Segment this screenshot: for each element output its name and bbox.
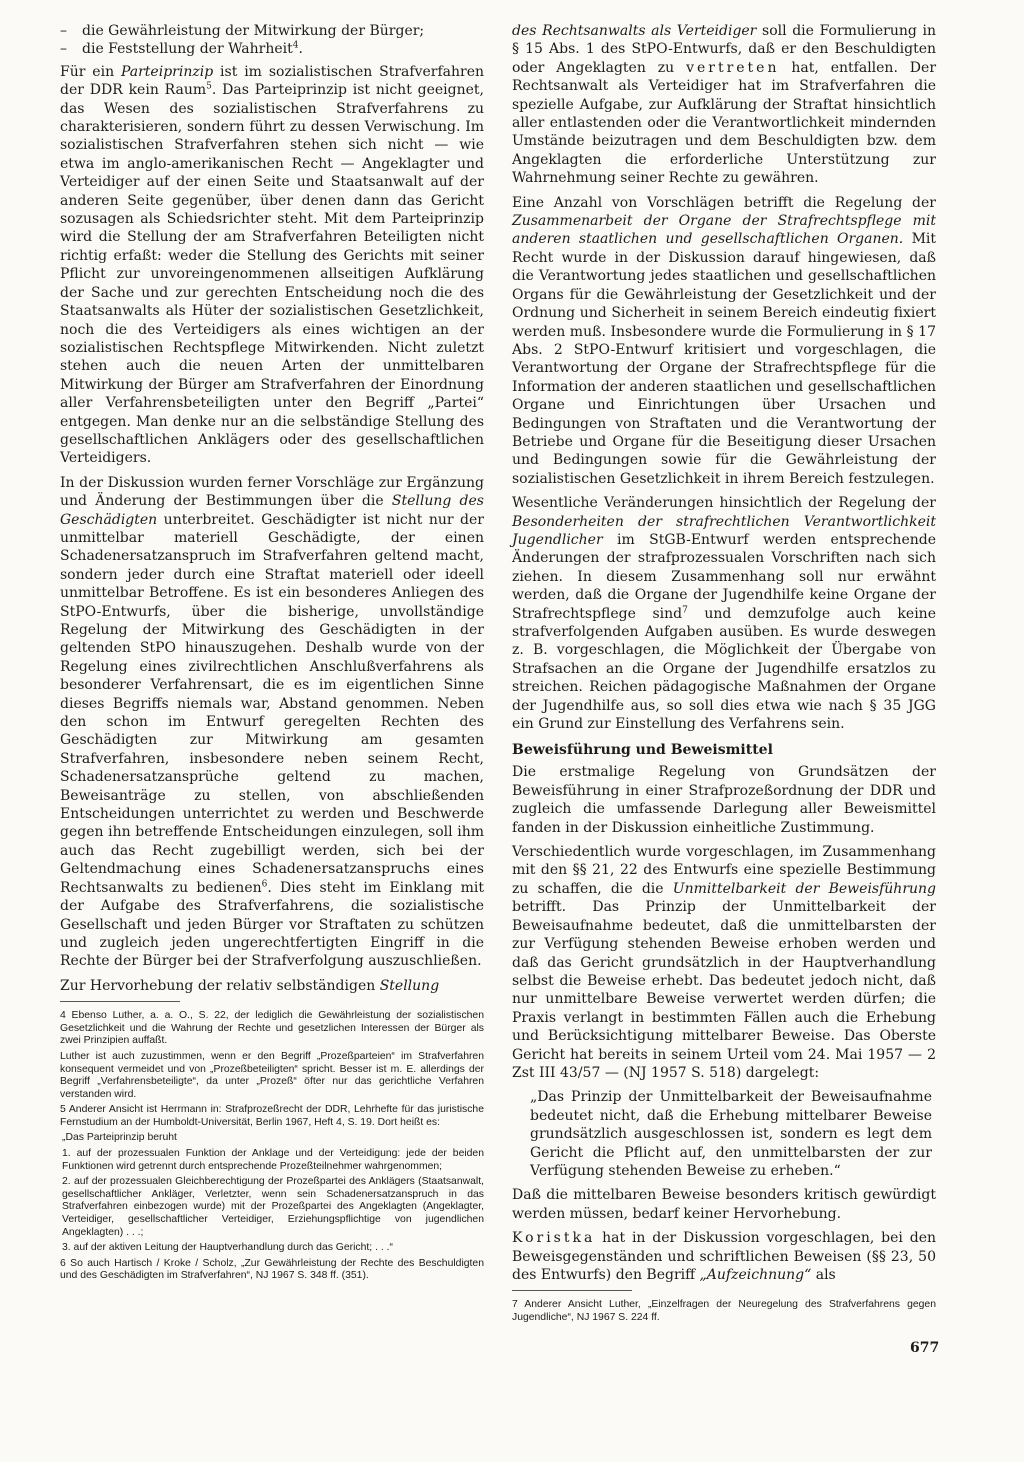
paragraph-mittelbare-beweise: Daß die mittelbaren Beweise besonders kritisch gewürdigt werden müssen, bedarf keiner Hervorhebung.: [512, 1187, 936, 1222]
right-column: [512, 22, 936, 1328]
paragraph-jugendliche: [512, 494, 936, 733]
dash-list: [60, 22, 484, 59]
paragraph-zusammenarbeit: [512, 194, 936, 489]
paragraph-koristka: [512, 1229, 936, 1284]
spaced-text: Koristka: [512, 1230, 596, 1247]
list-item-text: die Feststellung der Wahrheit: [82, 41, 293, 58]
paragraph-parteiprinzip: [60, 63, 484, 468]
text: soll die Formulierung in § 15 Abs. 1 des StPO-Entwurfs, daß er den Beschuldigten oder Angeklagten zu: [512, 23, 936, 76]
list-item-text: die Gewährleistung der Mitwirkung der Bürger;: [82, 23, 425, 39]
footnote-divider: [512, 1290, 632, 1291]
footnote-ref: 7: [682, 604, 688, 615]
emphasis: Stellung: [379, 977, 440, 994]
text: . Das Parteiprinzip ist nicht geeignet, das Wesen des sozialistischen Strafverfahrens zu charakterisieren, sondern führt zu dessen Verwischung. Im sozialistischen Strafverfahren stehen sich nicht — wie etwa im anglo-amerikanischen Recht — Angeklagter und Verteidiger auf der einen Seite und Staatsanwalt auf der anderen Seite gegenüber, über denen dann das Gericht sozusagen als Schiedsrichter steht. Mit dem Parteiprinzip wird die Stellung der am Strafverfahren Beteiligten nicht richtig erfaßt: weder die Stellung des Gerichts mit seiner Pflicht zur unvoreingenommenen allseitigen Aufklärung der Sache und zur gerechten Entscheidung noch die des Staatsanwalts als Hüter der sozialistischen Gesetzlichkeit, noch die des Verteidigers als eines wichtigen an der sozialistischen Rechtspflege Mitwirkenden. Nicht zuletzt stehen auch die neuen Arten der unmittelbaren Mitwirkung der Bürger am Strafverfahren der Einordnung aller Verfahrensbeteiligten unter den Begriff „Partei“ entgegen. Man denke nur an die selbständige Stellung des gesellschaftlichen Anklägers oder des gesellschaftlichen Verteidigers.: [60, 82, 484, 467]
footnotes-left: [60, 1010, 484, 1283]
text: betrifft. Das Prinzip der Unmittelbarkeit der Beweisaufnahme bedeutet, daß die unmittelbarsten der zur Verfügung stehenden Beweise erhoben werden und daß das Gericht grundsätzlich in der Hauptverhandlung selbst die Beweise erhebt. Das bedeutet jedoch nicht, daß nur unmittelbare Beweise verwertet werden dürfen; die Praxis verlangt in bestimmten Fällen auch die Erhebung und Berücksichtigung mittelbarer Beweise. Das Oberste Gericht hat bereits in seinem Urteil vom 24. Mai 1957 — 2 Zst III 43/57 — (NJ 1957 S. 518) dargelegt:: [512, 899, 936, 1081]
paragraph-beweisfuehrung: Die erstmalige Regelung von Grundsätzen der Beweisführung in einer Strafprozeßordnung der DDR und zugleich die umfassende Darlegung aller Beweismittel fanden in der Diskussion einheitliche Zustimmung.: [512, 764, 936, 836]
text: Mit Recht wurde in der Diskussion darauf hingewiesen, daß die Verantwortung jedes staatlichen und gesellschaftlichen Organs für die Gewährleistung der Gesetzlichkeit und der Ordnung und Sicherheit in seinem Bereich eindeutig fixiert werden muß. Insbesondere wurde die Formulierung in § 17 Abs. 2 StPO-Entwurf kritisiert und vorgeschlagen, die Verantwortung der Organe der Strafrechtspflege für die Information der anderen staatlichen und gesellschaftlichen Organe und Einrichtungen über Ursachen und Bedingungen von Straftaten und die Verantwortung der Betriebe und Organe für die Beseitigung dieser Ursachen und Bedingungen sowie für die Gewährleistung der sozialistischen Gesetzlichkeit in ihrem Bereich festzulegen.: [512, 231, 937, 487]
text: als: [811, 1267, 836, 1283]
footnote-5: 5 Anderer Ansicht ist Herrmann in: Strafprozeßrecht der DDR, Lehrhefte für das juristische Fernstudium an der Humboldt-Universität, Berlin 1967, Heft 4, S. 19. Dort heißt es:: [60, 1104, 484, 1128]
text: hat in der Diskussion vorgeschlagen, bei den Beweisgegenständen und schriftlichen Beweisen (§§ 23, 50 des Entwurfs) den Begriff: [512, 1230, 936, 1283]
emphasis: Unmittelbarkeit der Beweisführung: [672, 880, 937, 897]
paragraph-hervorhebung: [60, 977, 484, 995]
text: In der Diskussion wurden ferner Vorschläge zur Ergänzung und Änderung der Bestimmungen über die: [60, 474, 484, 510]
text: und demzufolge auch keine strafverfolgenden Aufgaben ausüben. Es wurde deswegen z. B. vorgeschlagen, die Möglichkeit der Übergabe von Strafsachen an die Organe der Jugendhilfe ersatzlos zu streichen. Reichen pädagogische Maßnahmen der Organe der Jugendhilfe aus, so soll dies etwa wie nach § 35 JGG ein Grund zur Einstellung des Verfahrens sein.: [512, 605, 936, 733]
text: unterbreitet. Geschädigter ist nicht nur der unmittelbar materiell Geschädigte, der einen Schadenersatzanspruch im Strafverfahren geltend macht, sondern jeder durch eine Straftat materiell oder ideell unmittelbar Betroffene. Es ist ein besonderes Anliegen des StPO-Entwurfs, über die bisherige, unvollständige Regelung der Mitwirkung des Geschädigten in der geltenden StPO hinauszugehen. Deshalb wurde von der Regelung eines zivilrechtlichen Anschlußverfahrens als besonderer Verfahrensart, die es im eigentlichen Sinne dieses Begriffs niemals war, Abstand genommen. Neben den schon im Entwurf geregelten Rechten des Geschädigten zur Mitwirkung am gesamten Strafverfahren, insbesondere neben seinem Recht, Schadenersatzansprüche geltend zu machen, Beweisanträge zu stellen, von abschließenden Entscheidungen unterrichtet zu werden und Beschwerde gegen ihn betreffende Entscheidungen einzulegen, soll ihm auch das Recht zugebilligt werden, sich bei der Geltendmachung eines Schadenersatzanspruchs eines Rechtsanwalts zu bedienen: [60, 511, 484, 896]
emphasis: „Aufzeichnung“: [699, 1267, 812, 1283]
footnote-5-quote: „Das Parteiprinzip beruht: [62, 1132, 177, 1144]
text: . Dies steht im Einklang mit der Aufgabe des Strafverfahrens, die sozialistische Gesellschaft und jeden Bürger vor Straftaten zu schützen und zugleich jeden ungerechtfertigten Eingriff in die Rechte der Bürger bei der Strafverfolgung auszuschließen.: [60, 879, 484, 970]
page-number: 677: [910, 1340, 940, 1356]
footnote-5-item-3: 3. auf der aktiven Leitung der Hauptverhandlung durch das Gericht; . . .“: [62, 1242, 393, 1254]
footnote-5-item-1: 1. auf der prozessualen Funktion der Anklage und der Verteidigung: jede der beiden Funktionen wird getrennt durch entsprechende Prozeßteilnehmer wahrgenommen;: [62, 1148, 484, 1172]
footnote-4-cont: Luther ist auch zuzustimmen, wenn er den Begriff „Prozeßparteien“ im Strafverfahren konsequent vermeidet und von „Prozeßbeteiligten“ spricht. Besser ist m. E. allerdings der Begriff „Verfahrensbeteiligte“, da unter „Prozeß“ öfter nur das gerichtliche Verfahren verstanden wird.: [60, 1050, 484, 1100]
text: Zur Hervorhebung der relativ selbständigen: [60, 977, 380, 994]
emphasis: Stellung des Geschädigten: [60, 493, 484, 528]
text: im StGB-Entwurf werden entsprechende Änderungen der strafprozessualen Vorschriften nach sich ziehen. In diesem Zusammenhang soll nur erwähnt werden, daß die Organe der Jugendhilfe keine Organe der Strafrechtspflege sind: [512, 531, 936, 622]
footnote-7: 7 Anderer Ansicht Luther, „Einzelfragen der Neuregelung des Strafverfahrens gegen Jugendliche“, NJ 1967 S. 224 ff.: [512, 1299, 936, 1323]
footnote-ref: 5: [206, 81, 212, 92]
emphasis: Parteiprinzip: [120, 63, 214, 80]
paragraph-unmittelbarkeit: [512, 843, 936, 1082]
list-item: [60, 22, 484, 40]
list-item: – die Feststellung der Wahrheit$^4$.: [60, 40, 484, 58]
footnote-ref: 4: [292, 40, 299, 51]
emphasis: Besonderheiten der strafrechtlichen Verantwortlichkeit Jugendlicher: [512, 513, 936, 548]
text: ist im sozialistischen Strafverfahren der DDR kein Raum: [60, 63, 484, 99]
text: Für ein: [60, 63, 121, 80]
emphasis: des Rechtsanwalts als Verteidiger: [512, 23, 757, 39]
footnote-divider: [60, 1001, 180, 1002]
footnote-6: 6 So auch Hartisch / Kroke / Scholz, „Zur Gewährleistung der Rechte des Beschuldigten und des Geschädigten im Strafverfahren“, NJ 1967 S. 348 ff. (351).: [60, 1257, 484, 1282]
footnote-ref: 6: [261, 879, 268, 890]
left-column: [60, 22, 484, 1286]
text: Wesentliche Veränderungen hinsichtlich der Regelung der: [512, 495, 936, 512]
footnote-4: 4 Ebenso Luther, a. a. O., S. 22, der lediglich die Gewährleistung der sozialistischen Gesetzlichkeit und die Wahrung der Rechte und gesetzlichen Interessen der Bürger als zwei Prinzipien auffaßt.: [60, 1010, 484, 1047]
text: hat, entfallen. Der Rechtsanwalt als Verteidiger hat im Strafverfahren die spezielle Aufgabe, zur Aufklärung der Straftat hinsichtlich aller entlastenden oder die Verantwortlichkeit mindernden Umstände beizutragen und dem Beschuldigten bzw. dem Angeklagten die erforderliche Unterstützung zur Wahrnehmung seiner Rechte zu gewähren.: [512, 59, 937, 187]
footnote-5-item-2: 2. auf der prozessualen Gleichberechtigung der Prozeßpartei des Anklägers (Staatsanwalt, gesellschaftlicher Ankläger, Verletzter, wenn sein Schadenersatzanspruch in das Strafverfahren einbezogen wurde) mit der Prozeßpartei des Angeklagten (Angeklagter, Verteidiger, gesellschaftlicher Verteidiger, Erziehungspflichtige von jugendlichen Angeklagten) . . .;: [62, 1176, 484, 1238]
emphasis: Zusammenarbeit der Organe der Strafrechtspflege mit anderen staatlichen und gesellschaftlichen Organen.: [512, 213, 936, 248]
paragraph-geschaedigter: [60, 474, 484, 971]
text: Eine Anzahl von Vorschlägen betrifft die Regelung der: [512, 194, 936, 211]
block-quote: „Das Prinzip der Unmittelbarkeit der Beweisaufnahme bedeutet nicht, daß die Erhebung mittelbarer Beweise grundsätzlich ausgeschlossen ist, sondern es legt dem Gericht die Pflicht auf, den unmittelbarsten der zur Verfügung stehenden Beweise zu erheben.“: [530, 1089, 932, 1179]
section-heading: Beweisführung und Beweismittel: [512, 742, 773, 759]
paragraph-rechtsanwalt: [512, 22, 936, 188]
text: Verschiedentlich wurde vorgeschlagen, im Zusammenhang mit den §§ 21, 22 des Entwurfs eine spezielle Bestimmung zu schaffen, die die: [512, 844, 936, 897]
spaced-text: vertreten: [686, 59, 780, 76]
